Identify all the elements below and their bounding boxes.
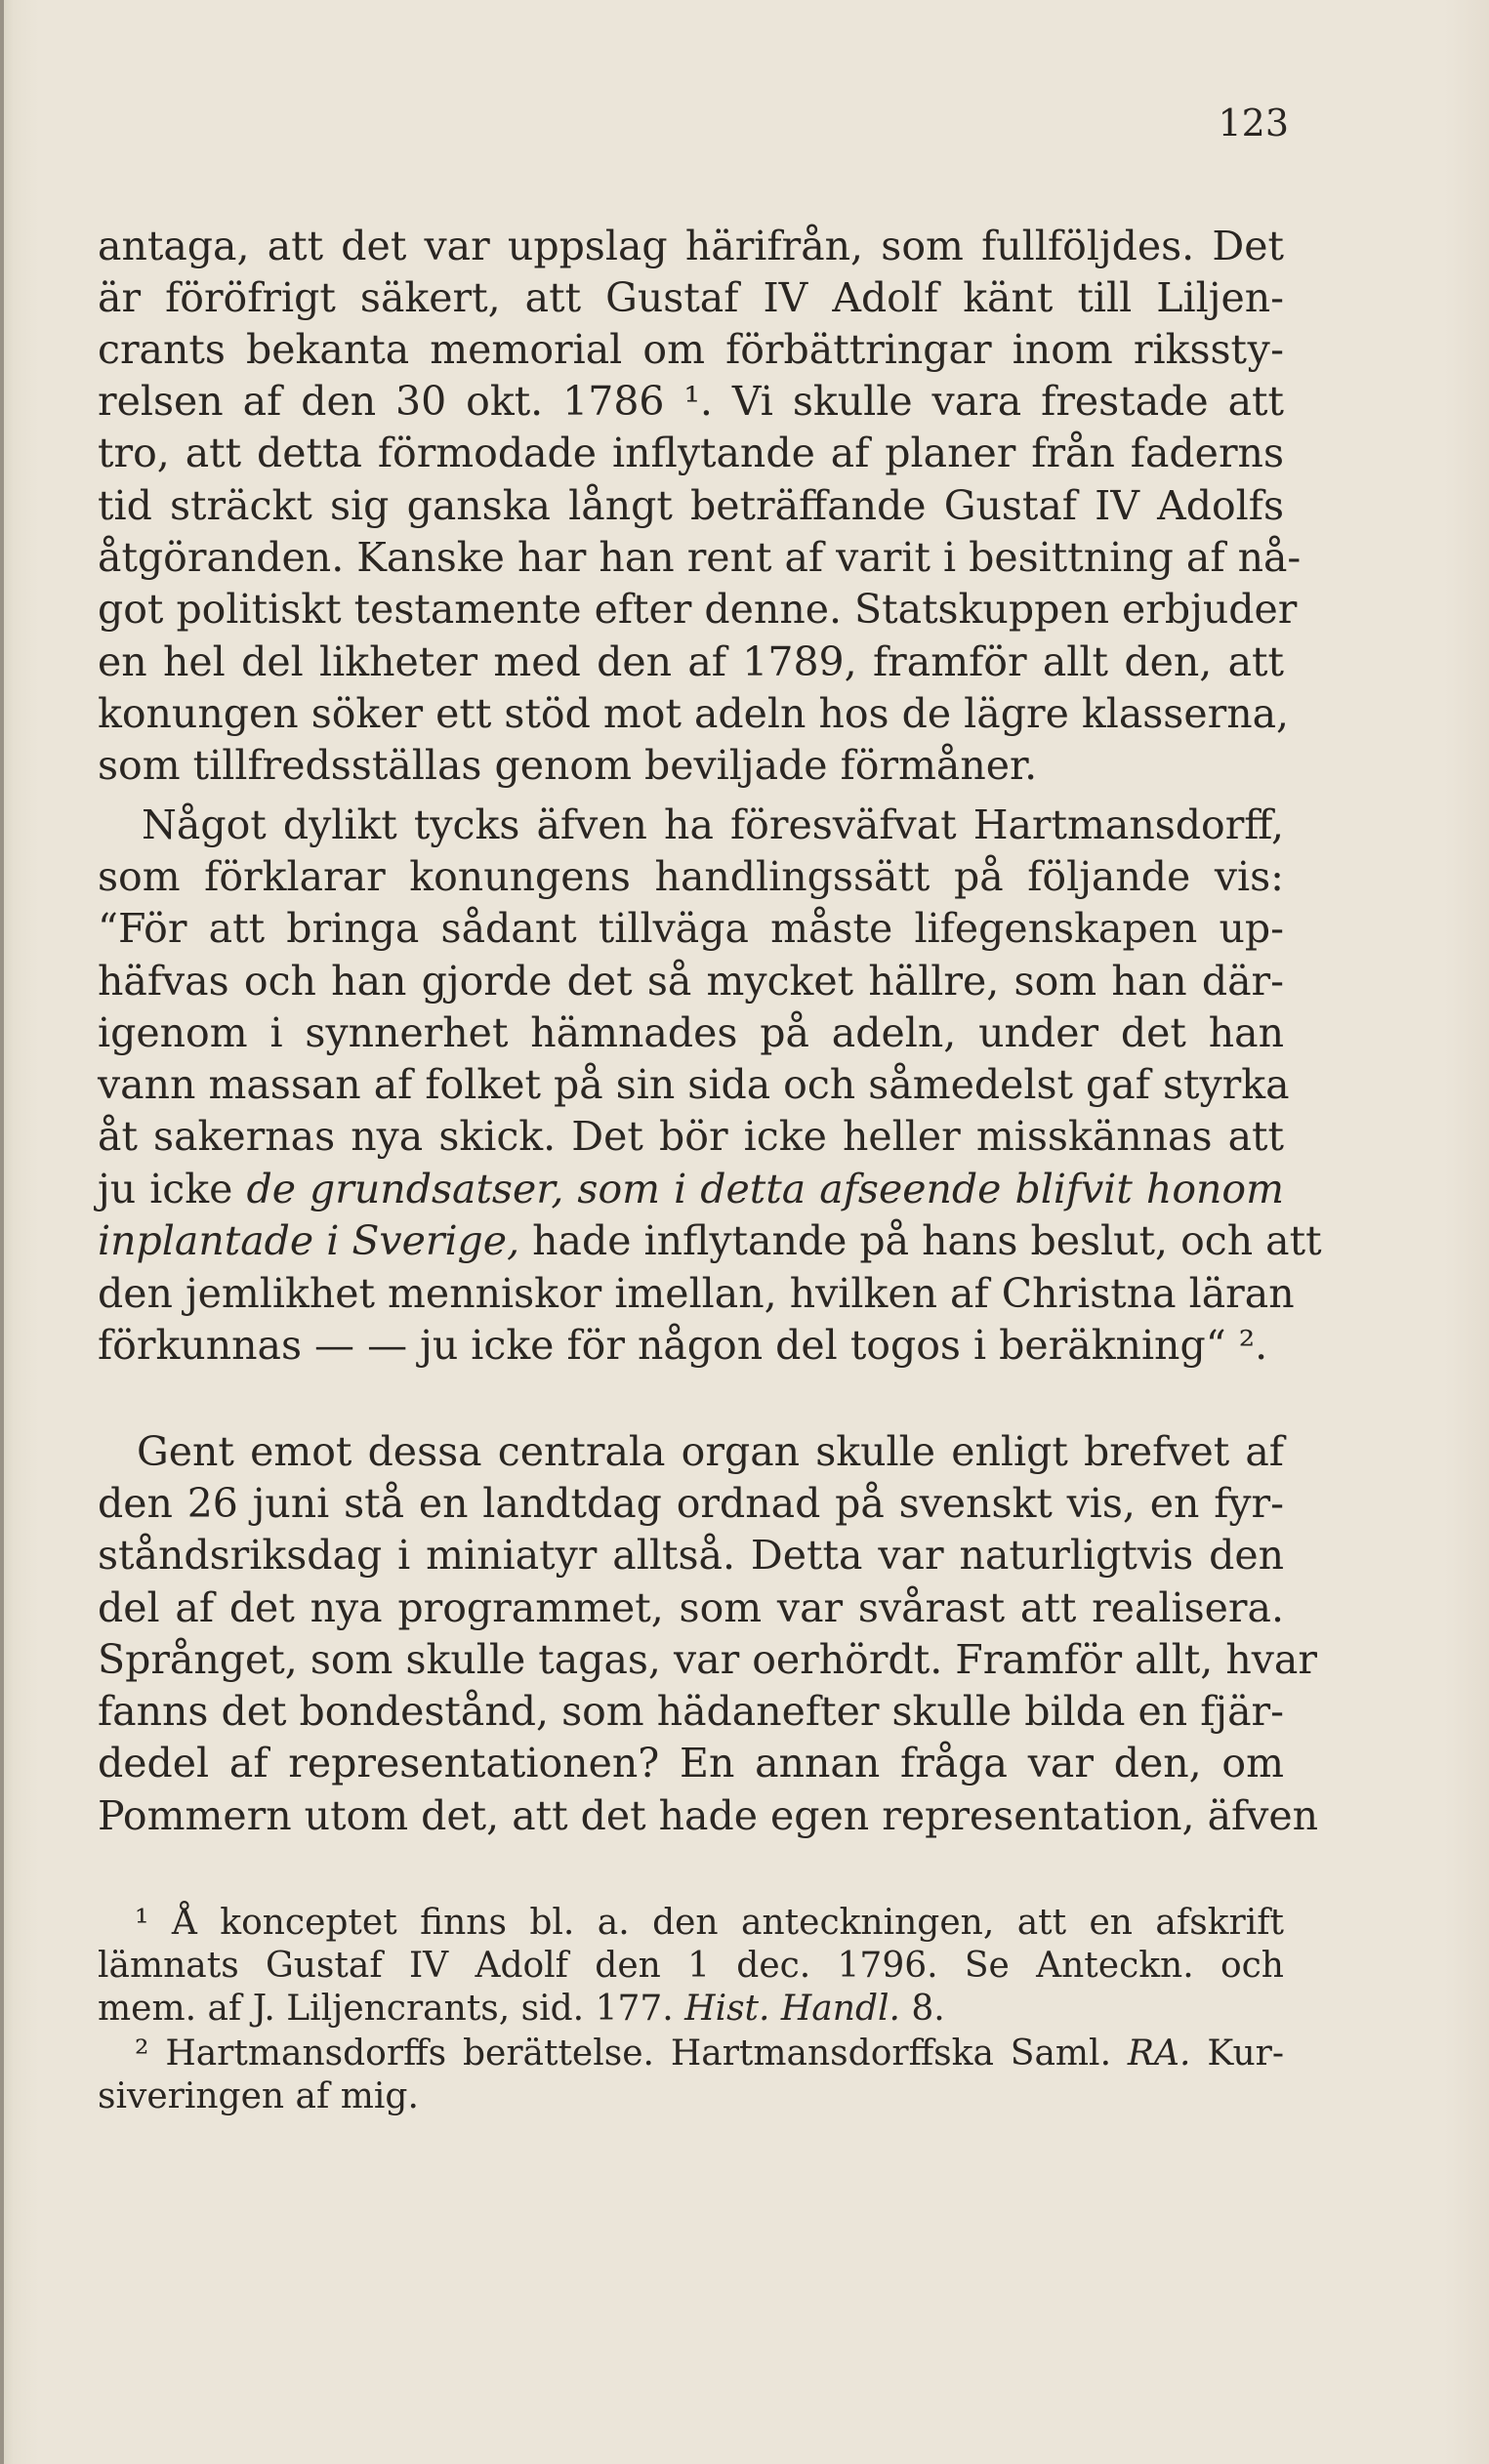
footnote-line — [98, 1988, 1284, 2031]
text-line: den jemlikhet menniskor imellan, hvilken af Christna läran — [98, 1270, 1295, 1317]
text-line: häfvas och han gjorde det så mycket hällre, som han där- — [98, 958, 1284, 1005]
text-line: “För att bringa sådant tillväga måste lifegenskapen up- — [98, 905, 1284, 952]
text-segment: mem. af J. Liljencrants, sid. 177. — [98, 1989, 685, 2029]
text-line: åt sakernas nya skick. Det bör icke heller misskännas att — [98, 1113, 1284, 1160]
text-segment: ² Hartmansdorffs berättelse. Hartmansdorffska Saml. — [135, 2033, 1128, 2074]
text-line: crants bekanta memorial om förbättringar inom riksstу- — [98, 326, 1284, 373]
text-segment: 8. — [899, 1989, 945, 2029]
text-segment: Kur- — [1190, 2033, 1285, 2074]
text-segment: hade inflytande på hans beslut, och att — [519, 1217, 1322, 1264]
italic-text: Hist. Handl. — [684, 1989, 900, 2029]
text-line: är föröfrigt säkert, att Gustaf IV Adolf känt till Liljen- — [98, 274, 1284, 321]
text-line: got politiskt testamente efter denne. Statskuppen erbjuder — [98, 586, 1298, 633]
text-line — [98, 1211, 1322, 1270]
text-line: relsen af den 30 okt. 1786 ¹. Vi skulle vara frestade att — [98, 378, 1284, 425]
footnote-line: lämnats Gustaf IV Adolf den 1 dec. 1796. Se Anteckn. och — [98, 1946, 1284, 1986]
text-line: dedel af representationen? En annan fråga var den, om — [98, 1740, 1284, 1786]
text-line: tro, att detta förmodade inflytande af planer från faderns — [98, 430, 1284, 476]
text-line: antaga, att det var uppslag härifrån, som fullföljdes. Det — [98, 223, 1284, 269]
italic-text: RA. — [1127, 2033, 1191, 2074]
text-line: igenom i synnerhet hämnades på adeln, under det han — [98, 1009, 1284, 1056]
italic-text: de grundsatser, som i detta afseende blifvit honom — [246, 1166, 1284, 1212]
text-line: den 26 juni stå en landtdag ordnad på svenskt vis, en fyr- — [98, 1480, 1284, 1527]
text-line: tid sträckt sig ganska långt beträffande Gustaf IV Adolfs — [98, 482, 1284, 529]
text-segment: ju icke — [98, 1166, 247, 1212]
footnote-line — [135, 2033, 1284, 2075]
text-line — [98, 1160, 1284, 1218]
text-line: fanns det bondestånd, som hädanefter skulle bilda en fjär- — [98, 1688, 1284, 1735]
text-line: en hel del likheter med den af 1789, framför allt den, att — [98, 638, 1284, 685]
text-line: Pommern utom det, att det hade egen representation, äfven — [98, 1792, 1319, 1839]
page-number: 123 — [1218, 102, 1289, 144]
text-line: konungen söker ett stöd mot adeln hos de lägre klasserna, — [98, 690, 1290, 737]
text-line: Gent emot dessa centrala organ skulle enligt brefvet af — [137, 1428, 1284, 1475]
text-line: förkunnas — — ju icke för någon del togos i beräkning“ ². — [98, 1322, 1268, 1369]
footnote-line: ¹ Å konceptet finns bl. a. den anteckningen, att en afskrift — [135, 1903, 1284, 1943]
text-line: ståndsriksdag i miniatyr alltså. Detta var naturligtvis den — [98, 1532, 1284, 1579]
text-line: Språnget, som skulle tagas, var oerhördt. Framför allt, hvar — [98, 1636, 1317, 1683]
text-line: vann massan af folket på sin sida och såmedelst gaf styrka — [98, 1061, 1290, 1108]
text-line: som tillfredsställas genom beviljade förmåner. — [98, 742, 1038, 789]
page-edge-shadow — [0, 0, 4, 2464]
footnote-line: siveringen af mig. — [98, 2076, 419, 2116]
text-line: som förklarar konungens handlingssätt på följande vis: — [98, 853, 1284, 900]
text-line: del af det nya programmet, som var svårast att realisera. — [98, 1584, 1284, 1631]
text-line: Något dylikt tycks äfven ha föresväfvat Hartmansdorff, — [142, 801, 1284, 848]
text-line: åtgöranden. Kanske har han rent af varit i besittning af nå- — [98, 534, 1302, 581]
italic-text: inplantade i Sverige, — [98, 1217, 520, 1264]
